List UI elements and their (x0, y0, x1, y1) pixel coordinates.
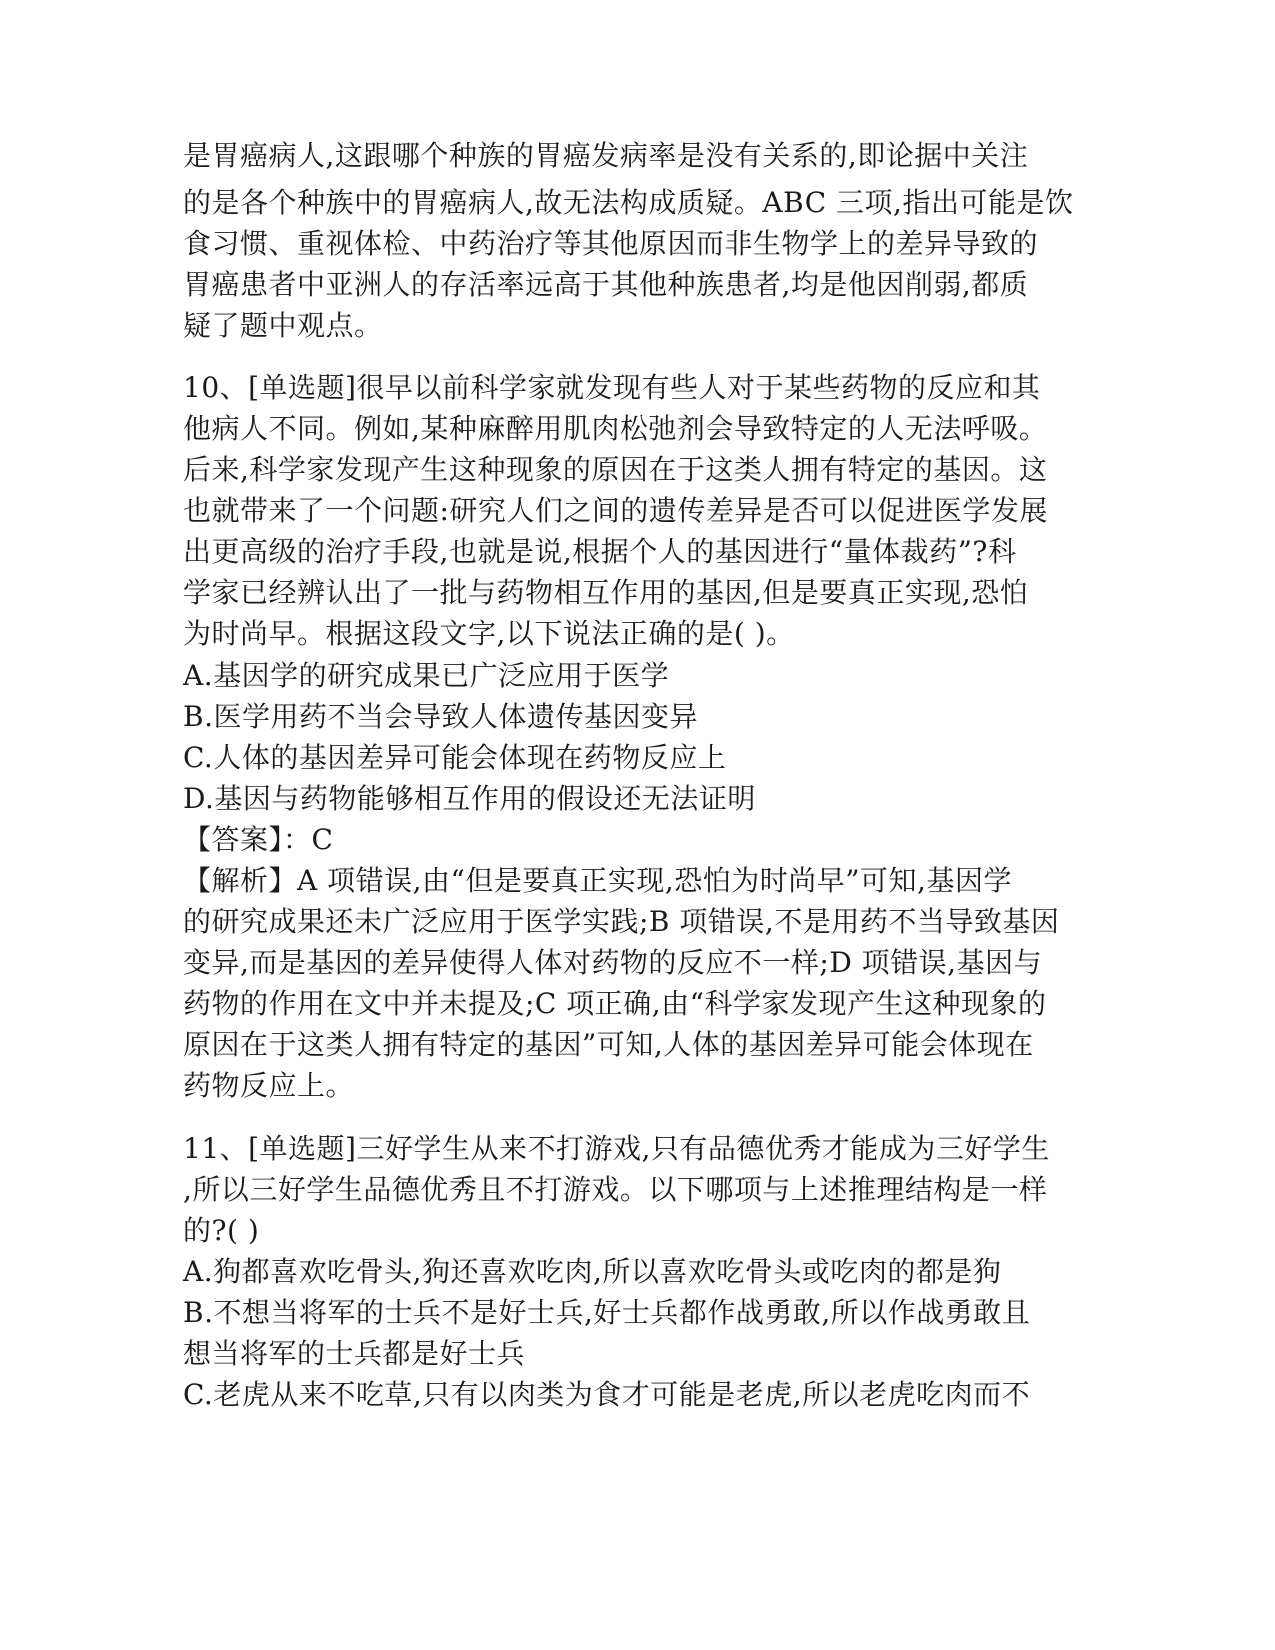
q10-stem-line: 10、[单选题]很早以前科学家就发现有些人对于某些药物的反应和其 (183, 371, 1041, 404)
q10-analysis-line: 【解析】A 项错误,由“但是要真正实现,恐怕为时尚早”可知,基因学 (183, 864, 1012, 897)
q10-answer: 【答案】：C (183, 823, 334, 856)
prev-explanation-line: 胃癌患者中亚洲人的存活率远高于其他种族患者,均是他因削弱,都质 (183, 268, 1029, 301)
q11-stem-line: 的?( ) (183, 1214, 260, 1247)
q11-option-c: C.老虎从来不吃草,只有以肉类为食才可能是老虎,所以老虎吃肉而不 (183, 1378, 1031, 1411)
q10-option-b: B.医学用药不当会导致人体遗传基因变异 (183, 700, 698, 733)
q10-option-d: D.基因与药物能够相互作用的假设还无法证明 (183, 782, 756, 815)
q10-stem-line: 也就带来了一个问题:研究人们之间的遗传差异是否可以促进医学发展 (183, 494, 1048, 527)
q10-stem-line: 出更高级的治疗手段,也就是说,根据个人的基因进行“量体裁药”?科 (183, 535, 1017, 568)
q10-analysis-line: 的研究成果还未广泛应用于医学实践;B 项错误,不是用药不当导致基因 (183, 905, 1060, 938)
prev-explanation-line: 食习惯、重视体检、中药治疗等其他原因而非生物学上的差异导致的 (183, 227, 1039, 260)
q11-stem-line: 11、[单选题]三好学生从来不打游戏,只有品德优秀才能成为三好学生 (183, 1132, 1050, 1165)
q11-option-b: B.不想当将军的士兵不是好士兵,好士兵都作战勇敢,所以作战勇敢且 (183, 1296, 1031, 1329)
q10-stem-line: 他病人不同。例如,某种麻醉用肌肉松弛剂会导致特定的人无法呼吸。 (183, 412, 1048, 445)
q10-option-c: C.人体的基因差异可能会体现在药物反应上 (183, 741, 727, 774)
q10-analysis-line: 药物反应上。 (183, 1069, 355, 1102)
prev-explanation-line: 是胃癌病人,这跟哪个种族的胃癌发病率是没有关系的,即论据中关注 (183, 139, 1029, 172)
q10-stem-line: 学家已经辨认出了一批与药物相互作用的基因,但是要真正实现,恐怕 (183, 576, 1029, 609)
q10-stem-line: 为时尚早。根据这段文字,以下说法正确的是( )。 (183, 617, 795, 650)
q10-analysis-line: 原因在于这类人拥有特定的基因”可知,人体的基因差异可能会体现在 (183, 1028, 1034, 1061)
q10-option-a: A.基因学的研究成果已广泛应用于医学 (183, 659, 670, 692)
prev-explanation-line: 疑了题中观点。 (183, 309, 383, 342)
q11-option-a: A.狗都喜欢吃骨头,狗还喜欢吃肉,所以喜欢吃骨头或吃肉的都是狗 (183, 1255, 1002, 1288)
q11-stem-line: ,所以三好学生品德优秀且不打游戏。以下哪项与上述推理结构是一样 (183, 1173, 1048, 1206)
prev-explanation-line: 的是各个种族中的胃癌病人,故无法构成质疑。ABC 三项,指出可能是饮 (183, 186, 1074, 219)
q10-analysis-line: 药物的作用在文中并未提及;C 项正确,由“科学家发现产生这种现象的 (183, 987, 1047, 1020)
q10-analysis-line: 变异,而是基因的差异使得人体对药物的反应不一样;D 项错误,基因与 (183, 946, 1043, 979)
q10-stem-line: 后来,科学家发现产生这种现象的原因在于这类人拥有特定的基因。这 (183, 453, 1048, 486)
q11-option-b-cont: 想当将军的士兵都是好士兵 (183, 1337, 526, 1370)
